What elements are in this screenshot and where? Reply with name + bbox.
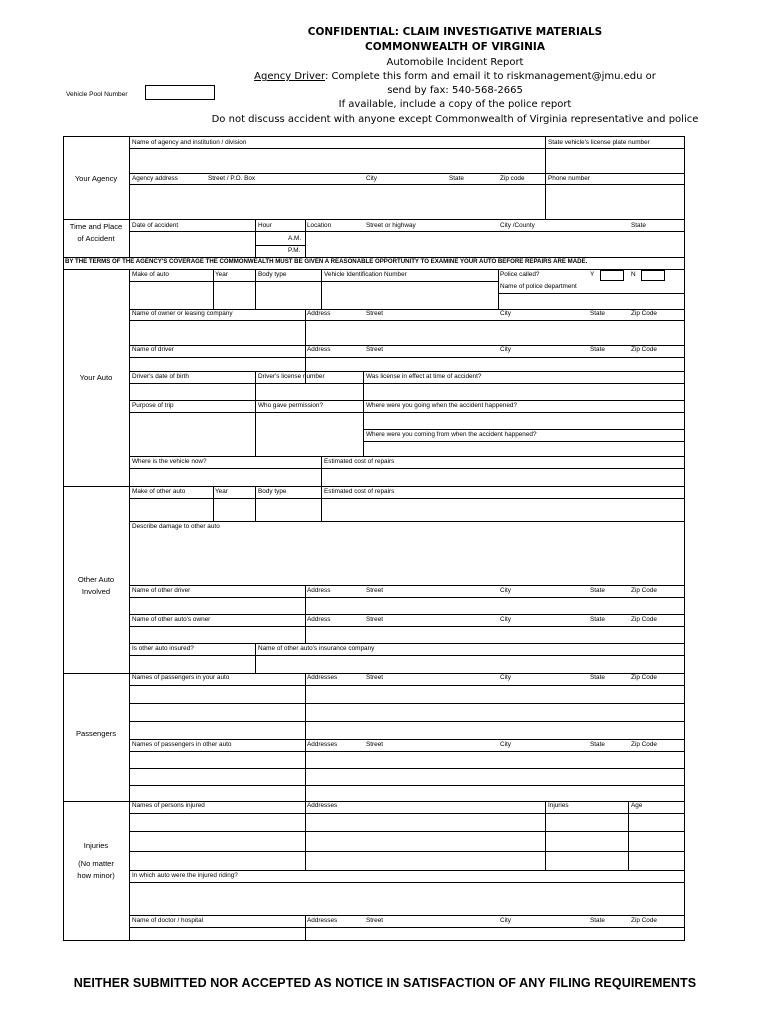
label-other-est-cost: Estimated cost of repairs	[324, 488, 395, 495]
auto-details-field[interactable]	[131, 282, 497, 308]
police-yes-checkbox[interactable]	[600, 270, 624, 281]
label-dob: Driver's date of birth	[132, 373, 189, 380]
label-pass-other-zip: Zip Code	[631, 741, 657, 748]
label-street-highway: Street or highway	[366, 222, 416, 229]
label-pass-other-state: State	[590, 741, 605, 748]
label-other-driver-street: Street	[366, 587, 384, 594]
label-other-owner-street: Street	[366, 616, 384, 623]
label-coming: Where were you coming from when the accident happened?	[366, 431, 537, 438]
label-agency-state: State	[449, 175, 464, 182]
injured-riding-field[interactable]	[131, 883, 683, 914]
vehicle-pool-input[interactable]	[145, 85, 215, 100]
section-time-place: Time and Place	[69, 222, 123, 231]
instruction-email-text: : Complete this form and email it to riskmanagement@jmu.edu or	[325, 71, 656, 82]
label-doctor-addresses: Addresses	[307, 917, 338, 924]
agency-address-field[interactable]	[131, 185, 544, 218]
label-other-body-type: Body type	[258, 488, 287, 495]
label-owner-address: Address	[307, 310, 331, 317]
label-police-dept: Name of police department	[500, 283, 577, 290]
date-accident-field[interactable]	[131, 232, 254, 256]
passengers-your-field[interactable]	[131, 686, 683, 738]
label-damage-other: Describe damage to other auto	[132, 523, 220, 530]
section-your-agency: Your Agency	[74, 174, 118, 183]
label-owner-city: City	[500, 310, 512, 317]
label-owner-state: State	[590, 310, 605, 317]
label-hour: Hour	[258, 222, 272, 229]
owner-field[interactable]	[131, 321, 683, 344]
label-am: A.M.	[288, 235, 302, 242]
driver-field[interactable]	[131, 358, 683, 370]
agency-driver-label: Agency Driver	[254, 71, 325, 82]
label-body-type: Body type	[258, 271, 287, 278]
label-pass-your-state: State	[590, 674, 605, 681]
label-owner-street: Street	[366, 310, 384, 317]
label-pass-your-city: City	[500, 674, 512, 681]
label-license-effect: Was license in effect at time of accident?	[366, 373, 482, 380]
coverage-banner: BY THE TERMS OF THE AGENCY'S COVERAGE THE COMMONWEALTH MUST BE GIVEN A REASONABLE OPPORTUNITY TO EXAMINE YOUR AUTO BEFORE REPAIRS ARE MADE.	[65, 258, 588, 265]
label-driver-street: Street	[366, 346, 384, 353]
label-other-driver: Name of other driver	[132, 587, 191, 594]
police-no-checkbox[interactable]	[641, 270, 665, 281]
label-other-driver-state: State	[590, 587, 605, 594]
form-title: Automobile Incident Report	[386, 57, 524, 68]
label-date-accident: Date of accident	[132, 222, 179, 229]
label-owner-zip: Zip Code	[631, 310, 657, 317]
label-police-called: Police called?	[500, 271, 540, 278]
purpose-field[interactable]	[131, 413, 361, 455]
label-other-owner-address: Address	[307, 616, 331, 623]
section-injuries-note: (No matter	[78, 859, 114, 868]
label-persons-injured: Names of persons injured	[132, 802, 205, 809]
label-pass-your-street: Street	[366, 674, 384, 681]
label-street-po: Street / P.O. Box	[208, 175, 256, 182]
section-your-auto: Your Auto	[79, 373, 113, 382]
label-driver-zip: Zip Code	[631, 346, 657, 353]
label-other-owner: Name of other auto's owner	[132, 616, 211, 623]
section-other-auto: Other Auto	[77, 575, 115, 584]
label-doctor-street: Street	[366, 917, 384, 924]
section-injuries: Injuries	[83, 841, 109, 850]
label-est-cost: Estimated cost of repairs	[324, 458, 395, 465]
label-pass-other: Names of passengers in other auto	[132, 741, 232, 748]
label-agency-name: Name of agency and institution / division	[132, 139, 247, 146]
label-police-yes: Y	[590, 271, 595, 278]
label-injured-addresses: Addresses	[307, 802, 338, 809]
filing-disclaimer: NEITHER SUBMITTED NOR ACCEPTED AS NOTICE IN SATISFACTION OF ANY FILING REQUIREMENTS	[73, 976, 697, 990]
label-make-other: Make of other auto	[132, 488, 186, 495]
label-owner: Name of owner or leasing company	[132, 310, 233, 317]
label-phone: Phone number	[548, 175, 590, 182]
location-field[interactable]	[307, 232, 683, 256]
instruction-police-report: If available, include a copy of the police report	[338, 99, 572, 110]
label-pass-your-zip: Zip Code	[631, 674, 657, 681]
label-agency-city: City	[366, 175, 378, 182]
vehicle-pool-label: Vehicle Pool Number	[66, 91, 128, 98]
label-doctor-city: City	[500, 917, 512, 924]
label-other-owner-zip: Zip Code	[631, 616, 657, 623]
label-injuries-col: Injuries	[548, 802, 569, 809]
instruction-fax: send by fax: 540-568-2665	[387, 85, 523, 96]
label-other-driver-city: City	[500, 587, 512, 594]
label-other-owner-state: State	[590, 616, 605, 623]
label-make-auto: Make of auto	[132, 271, 169, 278]
section-time-place-line2: of Accident	[77, 234, 115, 243]
label-other-insured: Is other auto insured?	[132, 645, 194, 652]
label-age: Age	[631, 802, 643, 809]
label-vehicle-now: Where is the vehicle now?	[132, 458, 207, 465]
label-year: Year	[215, 271, 228, 278]
other-insured-field[interactable]	[131, 656, 683, 672]
instruction-email	[190, 70, 720, 84]
label-other-year: Year	[215, 488, 228, 495]
passengers-other-field[interactable]	[131, 752, 683, 800]
plate-field[interactable]	[547, 149, 683, 172]
label-injured-riding: In which auto were the injured riding?	[132, 872, 238, 879]
label-going: Where were you going when the accident happened?	[366, 402, 517, 409]
label-pass-other-city: City	[500, 741, 512, 748]
label-driver-city: City	[500, 346, 512, 353]
label-other-driver-zip: Zip Code	[631, 587, 657, 594]
label-location: Location	[307, 222, 332, 229]
label-doctor-zip: Zip Code	[631, 917, 657, 924]
phone-field[interactable]	[547, 185, 683, 218]
label-other-owner-city: City	[500, 616, 512, 623]
label-police-no: N	[631, 271, 636, 278]
label-plate: State vehicle's license plate number	[548, 139, 650, 146]
title-confidential: CONFIDENTIAL: CLAIM INVESTIGATIVE MATERIALS	[307, 26, 603, 38]
section-other-auto-line2: Involved	[81, 587, 111, 596]
label-agency-address: Agency address	[132, 175, 178, 182]
label-city-county: City /County	[500, 222, 535, 229]
label-pass-your: Names of passengers in your auto	[132, 674, 230, 681]
damage-other-field[interactable]	[131, 532, 683, 584]
title-commonwealth: COMMONWEALTH OF VIRGINIA	[365, 41, 545, 53]
label-accident-state: State	[631, 222, 646, 229]
label-driver: Name of driver	[132, 346, 174, 353]
label-doctor-state: State	[590, 917, 605, 924]
doctor-field[interactable]	[131, 928, 683, 939]
label-permission: Who gave permission?	[258, 402, 324, 409]
vehicle-now-field[interactable]	[131, 469, 683, 485]
section-injuries-note-line2: how minor)	[77, 871, 115, 880]
label-purpose: Purpose of trip	[132, 402, 174, 409]
label-doctor: Name of doctor / hospital	[132, 917, 204, 924]
label-driver-address: Address	[307, 346, 331, 353]
label-driver-state: State	[590, 346, 605, 353]
label-pm: P.M.	[288, 247, 301, 254]
instruction-discuss: Do not discuss accident with anyone except Commonwealth of Virginia representative and police	[211, 114, 699, 125]
agency-name-field[interactable]	[131, 149, 544, 172]
label-agency-zip: Zip code	[500, 175, 525, 182]
label-pass-your-addresses: Addresses	[307, 674, 338, 681]
persons-injured-field[interactable]	[131, 814, 683, 869]
section-passengers: Passengers	[75, 729, 117, 738]
label-vin: Vehicle Identification Number	[324, 271, 407, 278]
label-other-insurer: Name of other auto's insurance company	[258, 645, 375, 652]
label-pass-other-addresses: Addresses	[307, 741, 338, 748]
label-license-number: Driver's license number	[258, 373, 325, 380]
label-other-driver-address: Address	[307, 587, 331, 594]
label-pass-other-street: Street	[366, 741, 384, 748]
